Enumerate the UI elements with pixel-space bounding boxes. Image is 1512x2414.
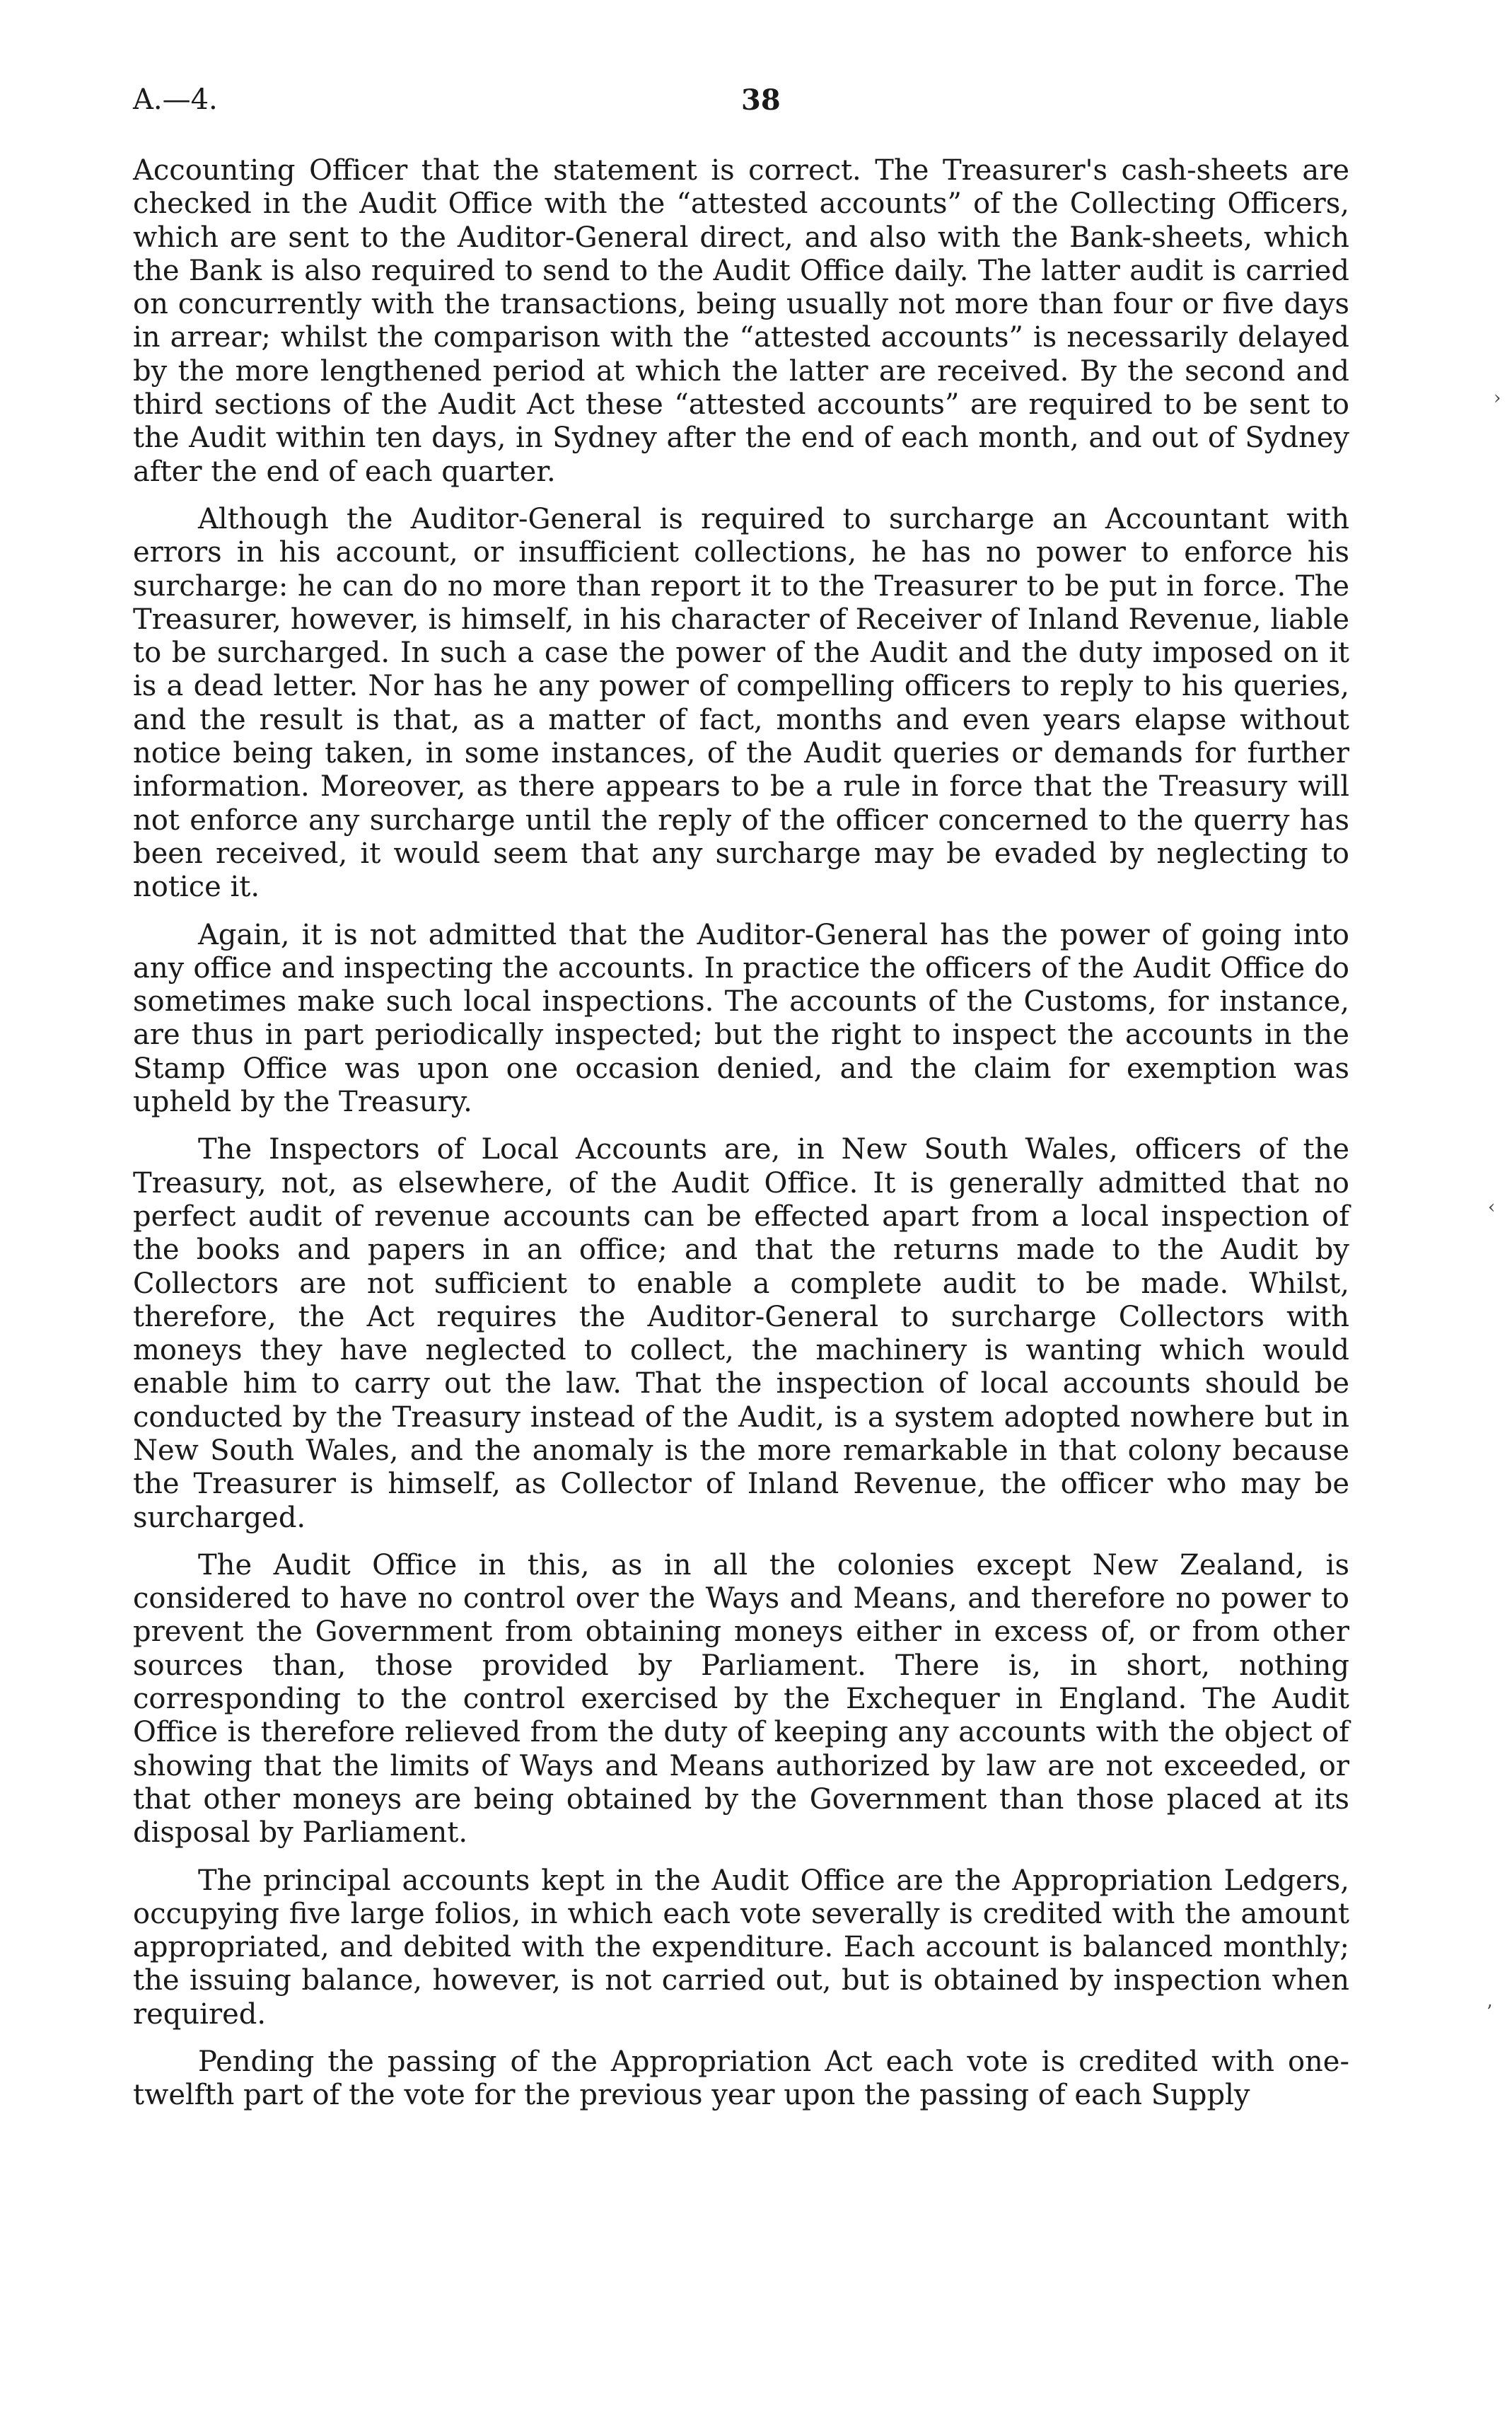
paragraph: Pending the passing of the Appropriation Act each vote is credited with one-twelfth part of the vote for the previous year upon the passing of each Supply	[133, 2045, 1349, 2112]
document-body	[133, 154, 1349, 2127]
page-header	[133, 83, 1385, 126]
document-reference: A.—4.	[133, 83, 218, 116]
paragraph: The principal accounts kept in the Audit Office are the Appropriation Ledgers, occupying five large folios, in which each vote severally is credited with the amount appropriated, and debited with the expenditure. Each account is balanced monthly; the issuing balance, however, is not carried out, but is obtained by inspection when required.	[133, 1864, 1349, 2031]
margin-mark: ›	[1494, 388, 1501, 409]
paragraph: Again, it is not admitted that the Auditor-General has the power of going into any office and inspecting the accounts. In practice the officers of the Audit Office do sometimes make such local inspections. The accounts of the Customs, for instance, are thus in part periodically inspected; but the right to inspect the accounts in the Stamp Office was upon one occasion denied, and the claim for exemption was upheld by the Treasury.	[133, 918, 1349, 1119]
paragraph: Although the Auditor-General is required to surcharge an Accountant with errors in his account, or insufficient collections, he has no power to enforce his surcharge: he can do no more than report it to the Treasurer to be put in force. The Treasurer, however, is himself, in his character of Receiver of Inland Revenue, liable to be surcharged. In such a case the power of the Audit and the duty imposed on it is a dead letter. Nor has he any power of compelling officers to reply to his queries, and the result is that, as a matter of fact, months and even years elapse without notice being taken, in some instances, of the Audit queries or demands for further information. Moreover, as there appears to be a rule in force that the Treasury will not enforce any surcharge until the reply of the officer concerned to the querry has been received, it would seem that any surcharge may be evaded by neglecting to notice it.	[133, 502, 1349, 904]
paragraph: The Inspectors of Local Accounts are, in New South Wales, officers of the Treasury, not, as elsewhere, of the Audit Office. It is generally admitted that no perfect audit of revenue accounts can be effected apart from a local inspection of the books and papers in an office; and that the returns made to the Audit by Collectors are not sufficient to enable a complete audit to be made. Whilst, therefore, the Act requires the Auditor-General to surcharge Collectors with moneys they have neglected to collect, the machinery is wanting which would enable him to carry out the law. That the inspection of local accounts should be conducted by the Treasury instead of the Audit, is a system adopted nowhere but in New South Wales, and the anomaly is the more remarkable in that colony because the Treasurer is himself, as Collector of Inland Revenue, the officer who may be surcharged.	[133, 1133, 1349, 1534]
margin-mark: ‹	[1488, 1197, 1496, 1218]
margin-mark: ’	[1487, 2002, 1493, 2023]
page-number: 38	[741, 83, 781, 117]
paragraph: The Audit Office in this, as in all the colonies except New Zealand, is considered to have no control over the Ways and Means, and therefore no power to prevent the Government from obtaining moneys either in excess of, or from other sources than, those provided by Parliament. There is, in short, nothing corresponding to the control exercised by the Exchequer in England. The Audit Office is therefore relieved from the duty of keeping any accounts with the object of showing that the limits of Ways and Means authorized by law are not exceeded, or that other moneys are being obtained by the Government than those placed at its disposal by Parliament.	[133, 1548, 1349, 1850]
paragraph: Accounting Officer that the statement is correct. The Treasurer's cash-sheets are checked in the Audit Office with the “attested accounts” of the Collecting Officers, which are sent to the Auditor-General direct, and also with the Bank-sheets, which the Bank is also required to send to the Audit Office daily. The latter audit is carried on concurrently with the transactions, being usually not more than four or five days in arrear; whilst the comparison with the “attested accounts” is necessarily delayed by the more lengthened period at which the latter are received. By the second and third sections of the Audit Act these “attested accounts” are required to be sent to the Audit within ten days, in Sydney after the end of each month, and out of Sydney after the end of each quarter.	[133, 154, 1349, 488]
